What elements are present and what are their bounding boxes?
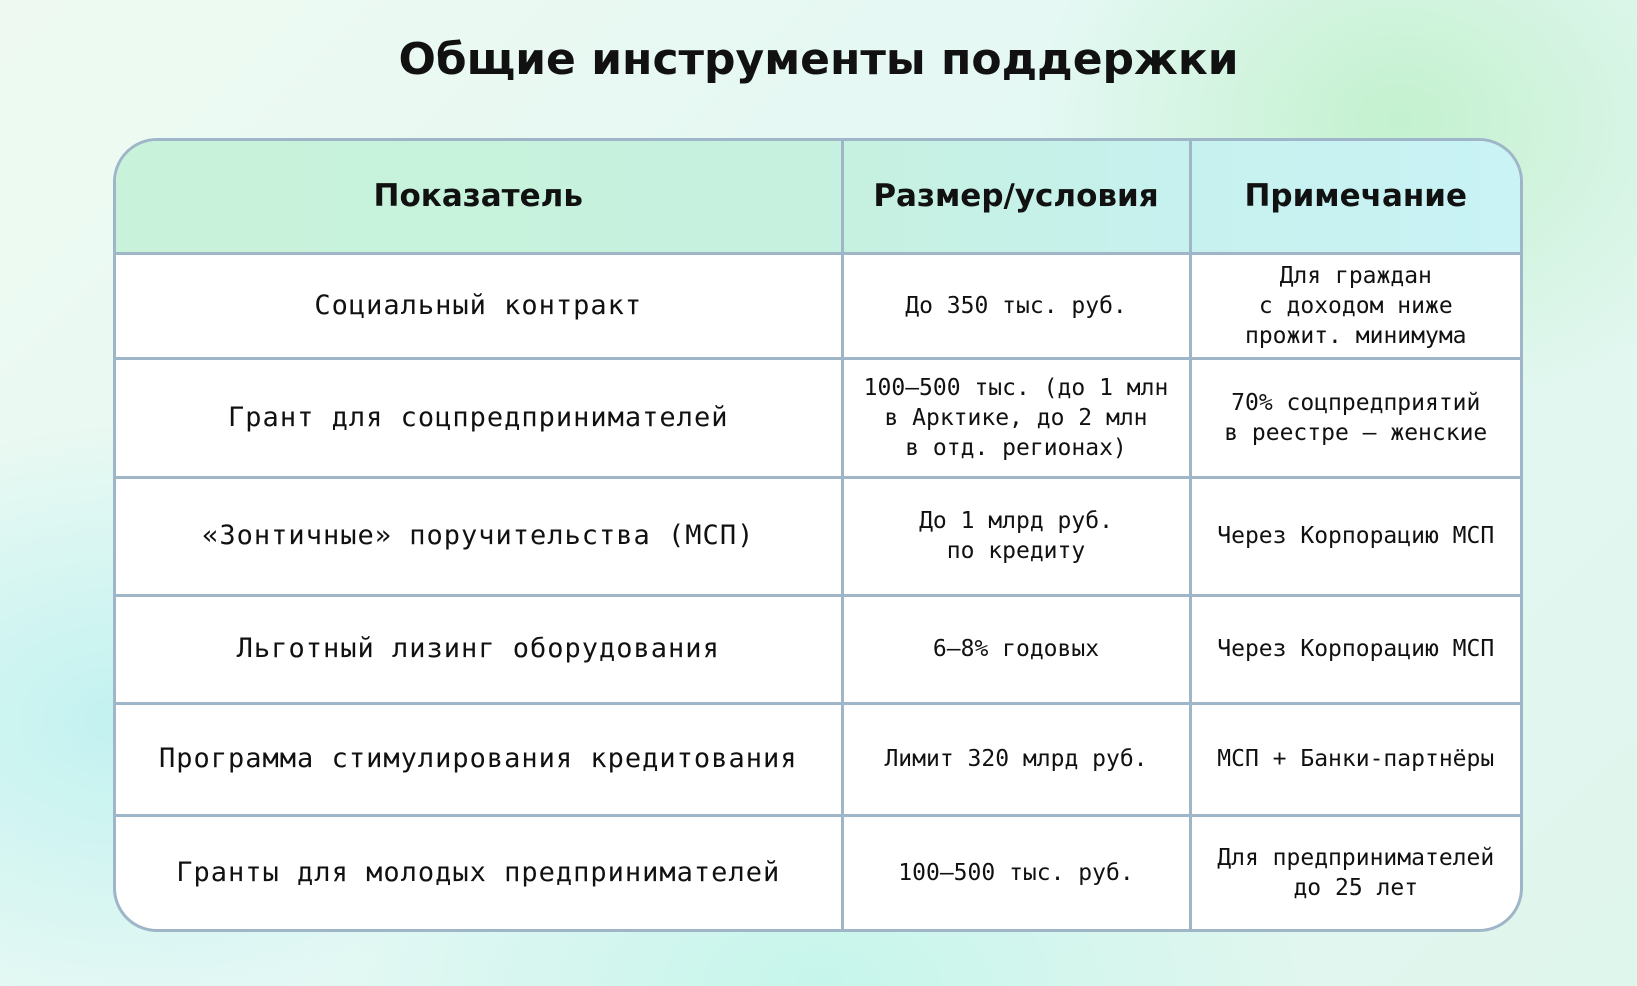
table-row <box>116 477 1520 595</box>
cell-note: Через Корпорацию МСП <box>1190 477 1520 595</box>
header-note: Примечание <box>1244 178 1468 215</box>
table-row <box>116 815 1520 929</box>
table-header-row <box>116 141 1520 253</box>
table-row <box>116 253 1520 358</box>
cell-size: 100–500 тыс. (до 1 млн в Арктике, до 2 млн в отд. регионах) <box>842 358 1190 477</box>
header-size-conditions: Размер/условия <box>842 141 1190 253</box>
cell-indicator: Программа стимулирования кредитования <box>116 703 842 815</box>
cell-note: Через Корпорацию МСП <box>1190 595 1520 703</box>
cell-size: До 350 тыс. руб. <box>842 253 1190 358</box>
support-table <box>116 141 1520 929</box>
cell-size: 6–8% годовых <box>842 595 1190 703</box>
cell-size: 100–500 тыс. руб. <box>842 815 1190 929</box>
page-title: Общие инструменты поддержки <box>398 34 1239 85</box>
cell-note: 70% соцпредприятий в реестре – женские <box>1190 358 1520 477</box>
cell-indicator: Грант для соцпредпринимателей <box>116 358 842 477</box>
support-table-container <box>113 138 1523 932</box>
cell-size: До 1 млрд руб. по кредиту <box>842 477 1190 595</box>
cell-indicator: «Зонтичные» поручительства (МСП) <box>116 477 842 595</box>
header-indicator: Показатель <box>116 141 842 253</box>
cell-note: Для предпринимателей до 25 лет <box>1190 815 1520 929</box>
cell-indicator: Гранты для молодых предпринимателей <box>116 815 842 929</box>
cell-indicator: Социальный контракт <box>116 253 842 358</box>
cell-note: МСП + Банки-партнёры <box>1190 703 1520 815</box>
table-row <box>116 358 1520 477</box>
table-row <box>116 703 1520 815</box>
cell-size: Лимит 320 млрд руб. <box>842 703 1190 815</box>
table-row <box>116 595 1520 703</box>
cell-note: Для граждан с доходом ниже прожит. минимума <box>1190 253 1520 358</box>
cell-indicator: Льготный лизинг оборудования <box>116 595 842 703</box>
